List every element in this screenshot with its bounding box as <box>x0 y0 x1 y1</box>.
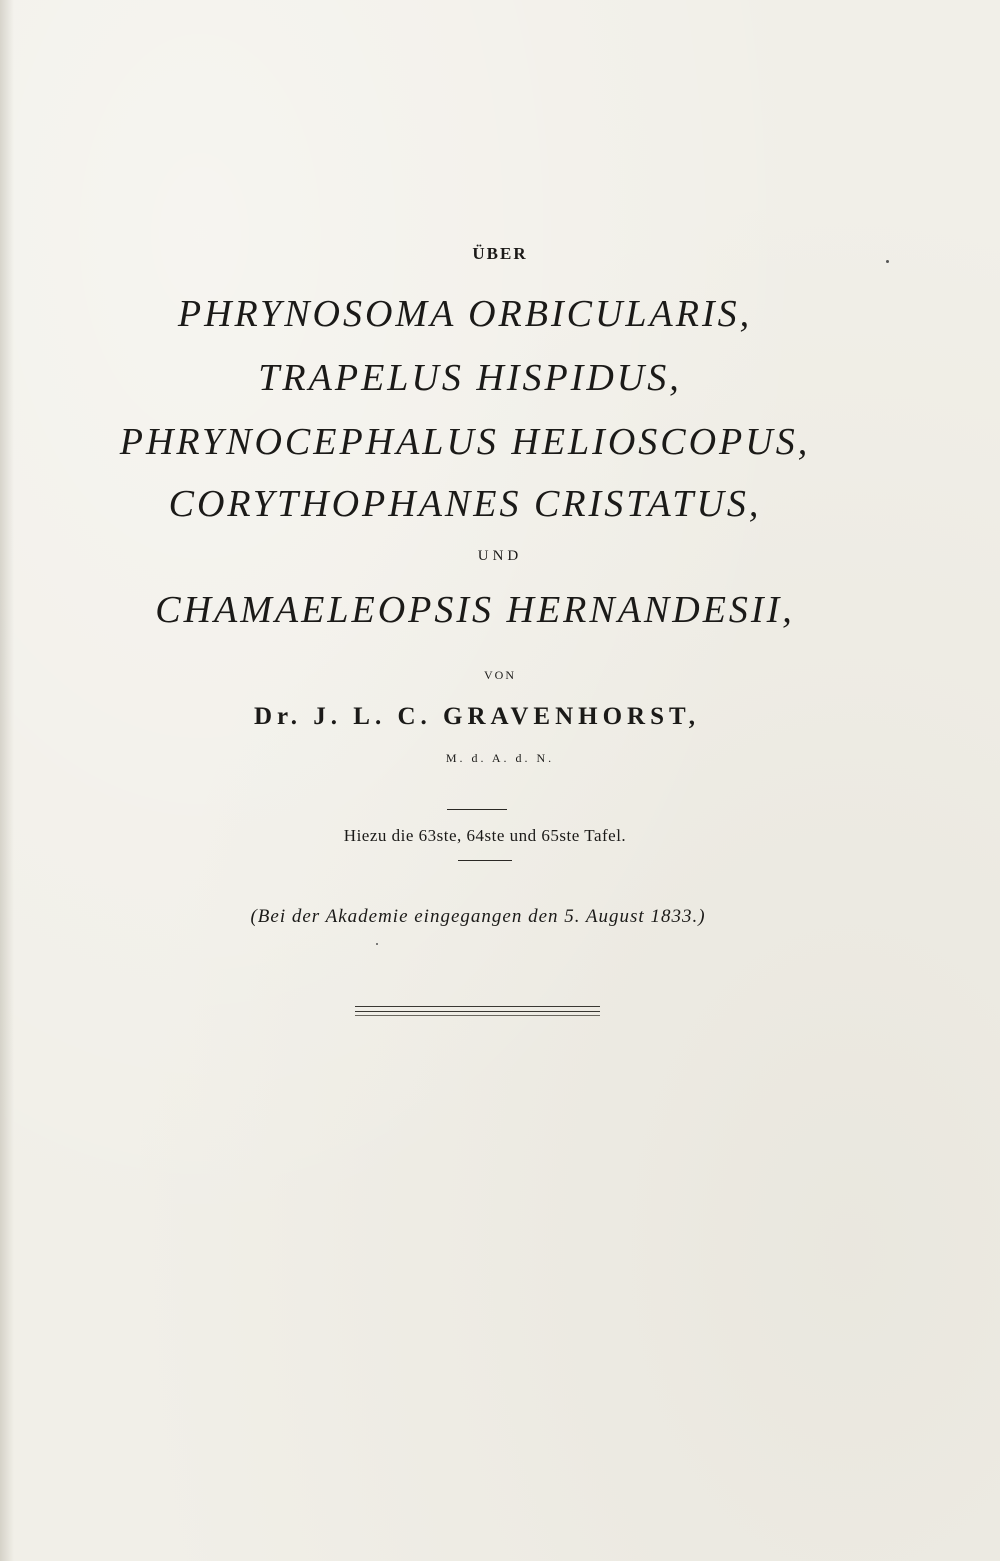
plates-note: Hiezu die 63ste, 64ste und 65ste Tafel. <box>343 826 627 845</box>
species-line-4: CORYTHOPHANES CRISTATUS, <box>168 483 762 525</box>
academy-membership: M. d. A. d. N. <box>445 751 555 765</box>
paper-speck <box>376 943 378 945</box>
paper-speck <box>886 260 889 263</box>
und-connector: UND <box>477 548 523 564</box>
closing-rule-2 <box>355 1011 600 1012</box>
divider-bottom <box>458 860 512 861</box>
species-line-2: TRAPELUS HISPIDUS, <box>258 357 682 399</box>
closing-rule-3 <box>355 1015 600 1016</box>
received-note: (Bei der Akademie eingegangen den 5. August 1833.) <box>250 906 706 927</box>
ueber-heading: ÜBER <box>472 244 528 263</box>
divider-top <box>447 809 507 810</box>
author-name: Dr. J. L. C. GRAVENHORST, <box>253 703 701 730</box>
von-connector: VON <box>484 668 516 682</box>
species-line-1: PHRYNOSOMA ORBICULARIS, <box>177 293 753 335</box>
species-line-3: PHRYNOCEPHALUS HELIOSCOPUS, <box>119 421 811 463</box>
closing-rule-1 <box>355 1006 600 1007</box>
species-line-5: CHAMAELEOPSIS HERNANDESII, <box>155 589 795 631</box>
page-edge-shadow <box>0 0 14 1561</box>
